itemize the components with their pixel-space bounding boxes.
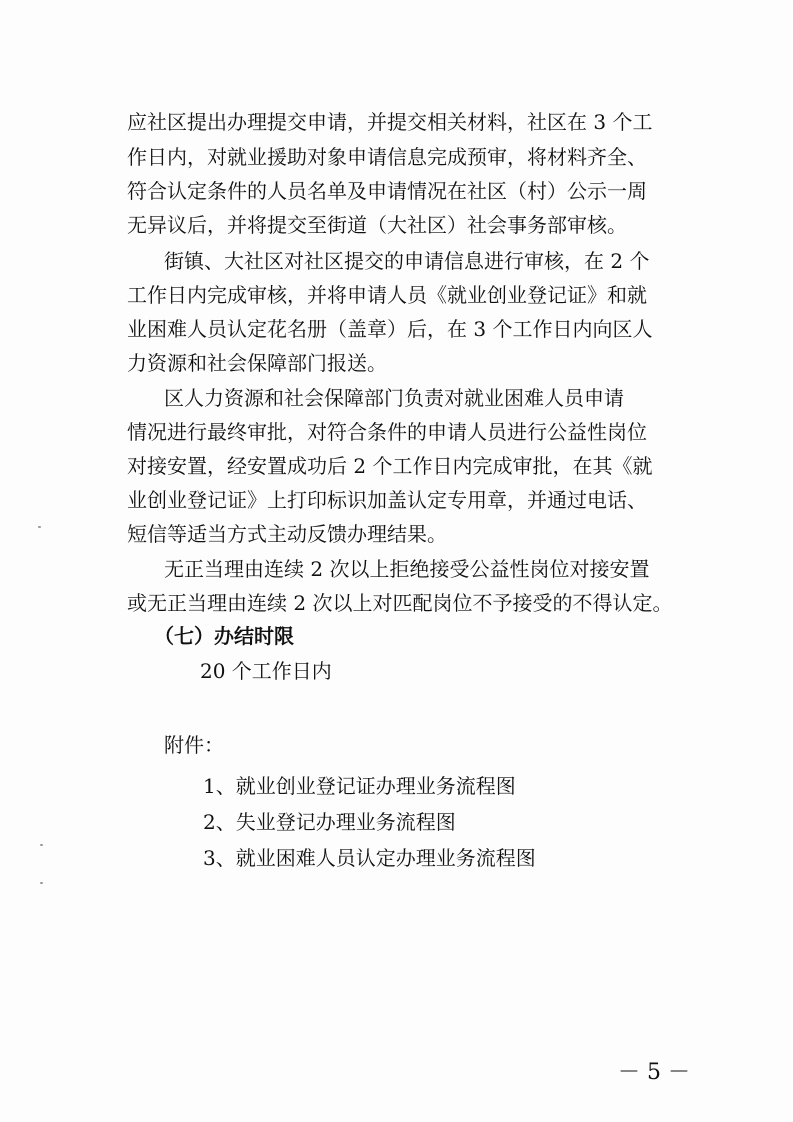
paragraph-1-line-3: 符合认定条件的人员名单及申请情况在社区（村）公示一周 bbox=[127, 179, 647, 203]
paragraph-3-line-2: 情况进行最终审批，对符合条件的申请人员进行公益性岗位 bbox=[127, 420, 647, 444]
paragraph-2-line-2: 工作日内完成审核，并将申请人员《就业创业登记证》和就 bbox=[127, 283, 647, 307]
attachment-item-3: 3、就业困难人员认定办理业务流程图 bbox=[203, 846, 536, 870]
scan-speck bbox=[40, 882, 43, 884]
attachment-item-2: 2、失业登记办理业务流程图 bbox=[203, 810, 456, 834]
paragraph-3-line-3: 对接安置，经安置成功后 2 个工作日内完成审批，在其《就 bbox=[127, 454, 653, 478]
paragraph-2-line-1: 街镇、大社区对社区提交的申请信息进行审核，在 2 个 bbox=[164, 249, 650, 273]
section-heading: （七）办结时限 bbox=[154, 624, 294, 648]
attachments-label: 附件： bbox=[164, 733, 224, 757]
scan-speck bbox=[38, 526, 41, 528]
paragraph-2-line-4: 力资源和社会保障部门报送。 bbox=[127, 351, 387, 375]
paragraph-3-line-5: 短信等适当方式主动反馈办理结果。 bbox=[127, 522, 447, 546]
paragraph-1-line-1: 应社区提出办理提交申请，并提交相关材料，社区在 3 个工 bbox=[127, 110, 653, 134]
paragraph-3-line-4: 业创业登记证》上打印标识加盖认定专用章，并通过电话、 bbox=[127, 488, 647, 512]
paragraph-4-line-2: 或无正当理由连续 2 次以上对匹配岗位不予接受的不得认定。 bbox=[127, 591, 673, 615]
paragraph-2-line-3: 业困难人员认定花名册（盖章）后，在 3 个工作日内向区人 bbox=[127, 317, 653, 341]
page-number: － 5 － bbox=[618, 1060, 690, 1085]
section-content: 20 个工作日内 bbox=[200, 659, 332, 683]
scan-speck bbox=[40, 844, 43, 846]
attachment-item-1: 1、就业创业登记证办理业务流程图 bbox=[203, 774, 516, 798]
paragraph-1-line-2: 作日内，对就业援助对象申请信息完成预审，将材料齐全、 bbox=[127, 145, 647, 169]
paragraph-3-line-1: 区人力资源和社会保障部门负责对就业困难人员申请 bbox=[164, 386, 624, 410]
paragraph-4-line-1: 无正当理由连续 2 次以上拒绝接受公益性岗位对接安置 bbox=[164, 557, 650, 581]
paragraph-1-line-4: 无异议后，并将提交至街道（大社区）社会事务部审核。 bbox=[127, 213, 627, 237]
